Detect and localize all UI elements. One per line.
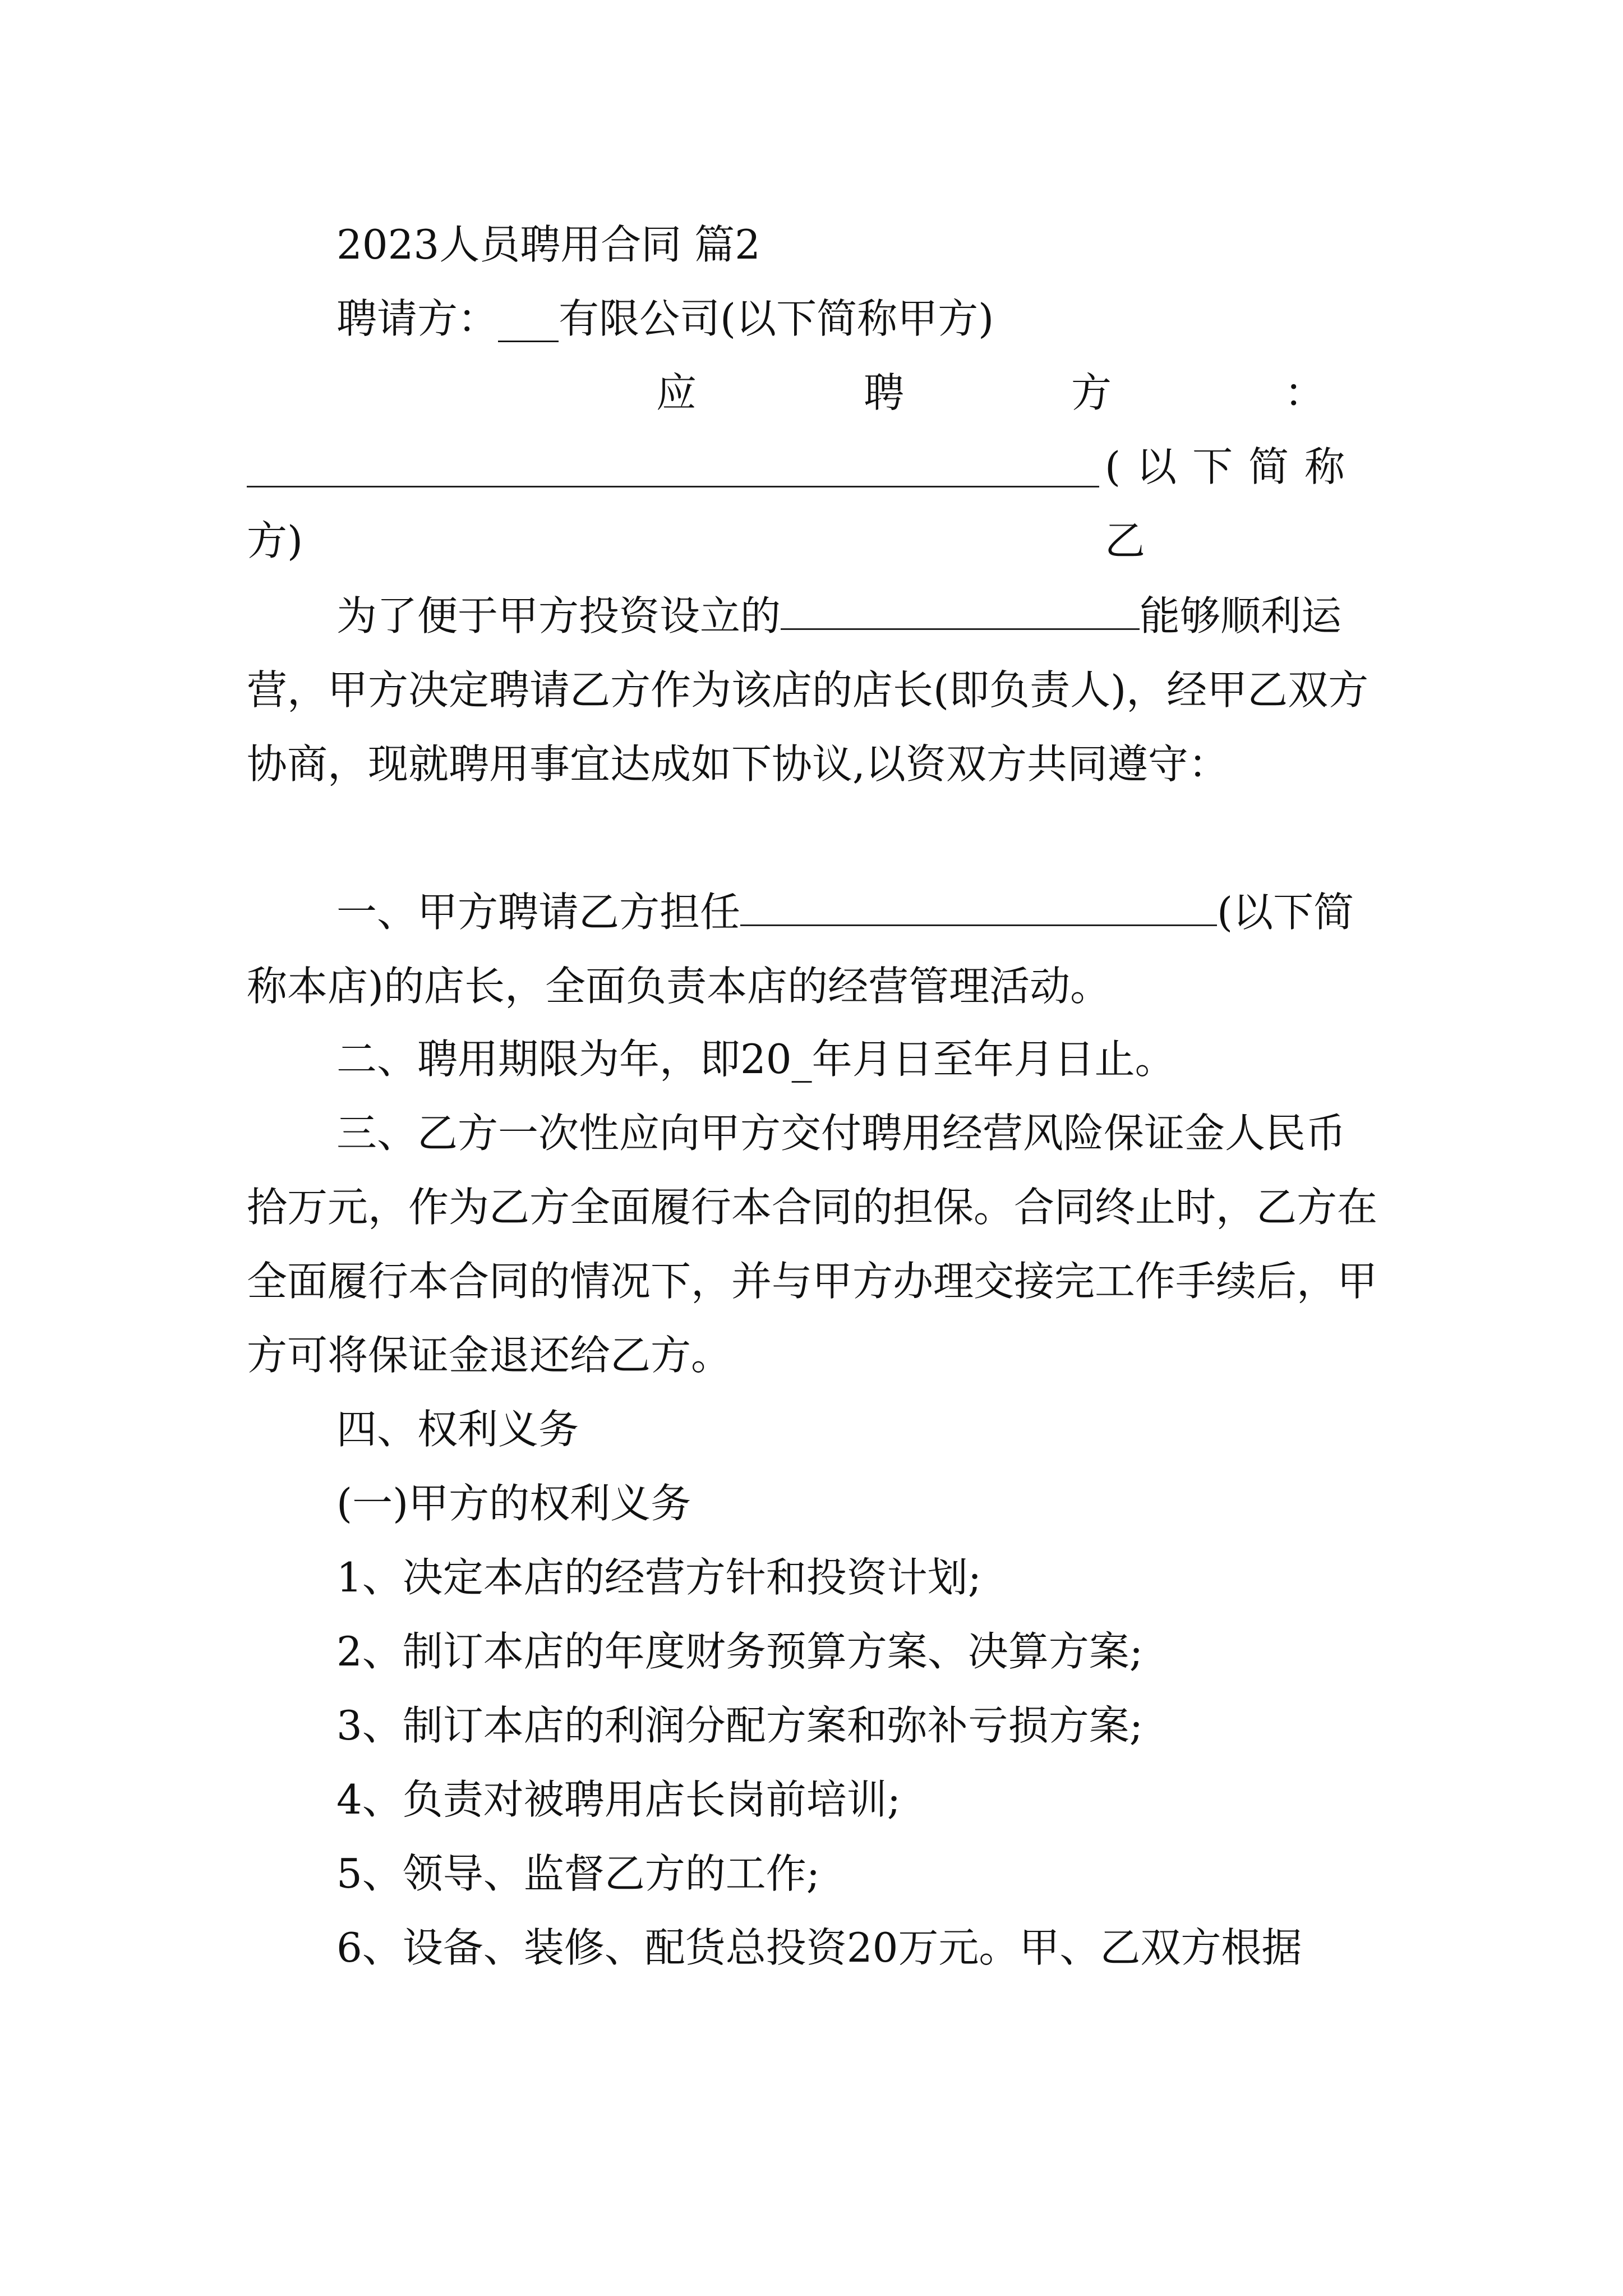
intro-text-after-blank: 能够顺利运营，甲方决定聘请乙方作为该店的店长(即负责人)，经甲乙双方协商，现就聘用事宜达成如下协议,以资双方共同遵守： bbox=[247, 592, 1369, 788]
list-item: 1、决定本店的经营方针和投资计划; bbox=[336, 1554, 982, 1601]
applicant-char-2: 聘 bbox=[864, 369, 905, 416]
clause-1 bbox=[247, 874, 1385, 1023]
applicant-name-blank bbox=[247, 486, 1099, 487]
position-blank bbox=[740, 874, 1217, 926]
hirer-line: 聘请方：___有限公司(以下简称甲方) bbox=[336, 295, 994, 342]
intro-paragraph bbox=[247, 578, 1385, 801]
intro-text-before-blank: 为了便于甲方投资设立的 bbox=[336, 592, 781, 639]
applicant-suffix: (以下简称乙 bbox=[1105, 443, 1361, 564]
clause-3: 三、乙方一次性应向甲方交付聘用经营风险保证金人民币拾万元，作为乙方全面履行本合同的担保。合同终止时，乙方在全面履行本合同的情况下，并与甲方办理交接完工作手续后，甲方可将保证金退还给乙方。 bbox=[247, 1110, 1378, 1379]
clause-1-text-before-blank: 一、甲方聘请乙方担任 bbox=[336, 889, 741, 936]
list-item: 4、负责对被聘用店长岗前培训; bbox=[336, 1776, 901, 1823]
list-item: 2、制订本店的年度财务预算方案、决算方案; bbox=[336, 1628, 1144, 1675]
list-item: 5、领导、监督乙方的工作; bbox=[336, 1850, 820, 1897]
list-item: 6、设备、装修、配货总投资20万元。甲、乙双方根据 bbox=[336, 1924, 1302, 1971]
clause-4-sub-heading: (一)甲方的权利义务 bbox=[336, 1480, 691, 1527]
applicant-blank-row bbox=[247, 430, 1385, 564]
list-item: 3、制订本店的利润分配方案和弥补亏损方案; bbox=[336, 1702, 1144, 1749]
applicant-char-1: 应 bbox=[656, 369, 697, 416]
store-name-blank bbox=[781, 578, 1140, 630]
applicant-char-4: ： bbox=[1284, 369, 1325, 416]
applicant-char-3: 方 bbox=[1071, 369, 1112, 416]
clause-2: 二、聘用期限为年，即20_年月日至年月日止。 bbox=[336, 1036, 1175, 1083]
applicant-suffix-continued: 方) bbox=[247, 517, 303, 564]
applicant-label-row bbox=[247, 356, 1385, 430]
clause-1-text-after-blank: (以下简称本店)的店长，全面负责本店的经营管理活动。 bbox=[247, 889, 1354, 1010]
contract-title: 2023人员聘用合同 篇2 bbox=[336, 221, 760, 268]
clause-4-heading: 四、权利义务 bbox=[336, 1406, 579, 1453]
